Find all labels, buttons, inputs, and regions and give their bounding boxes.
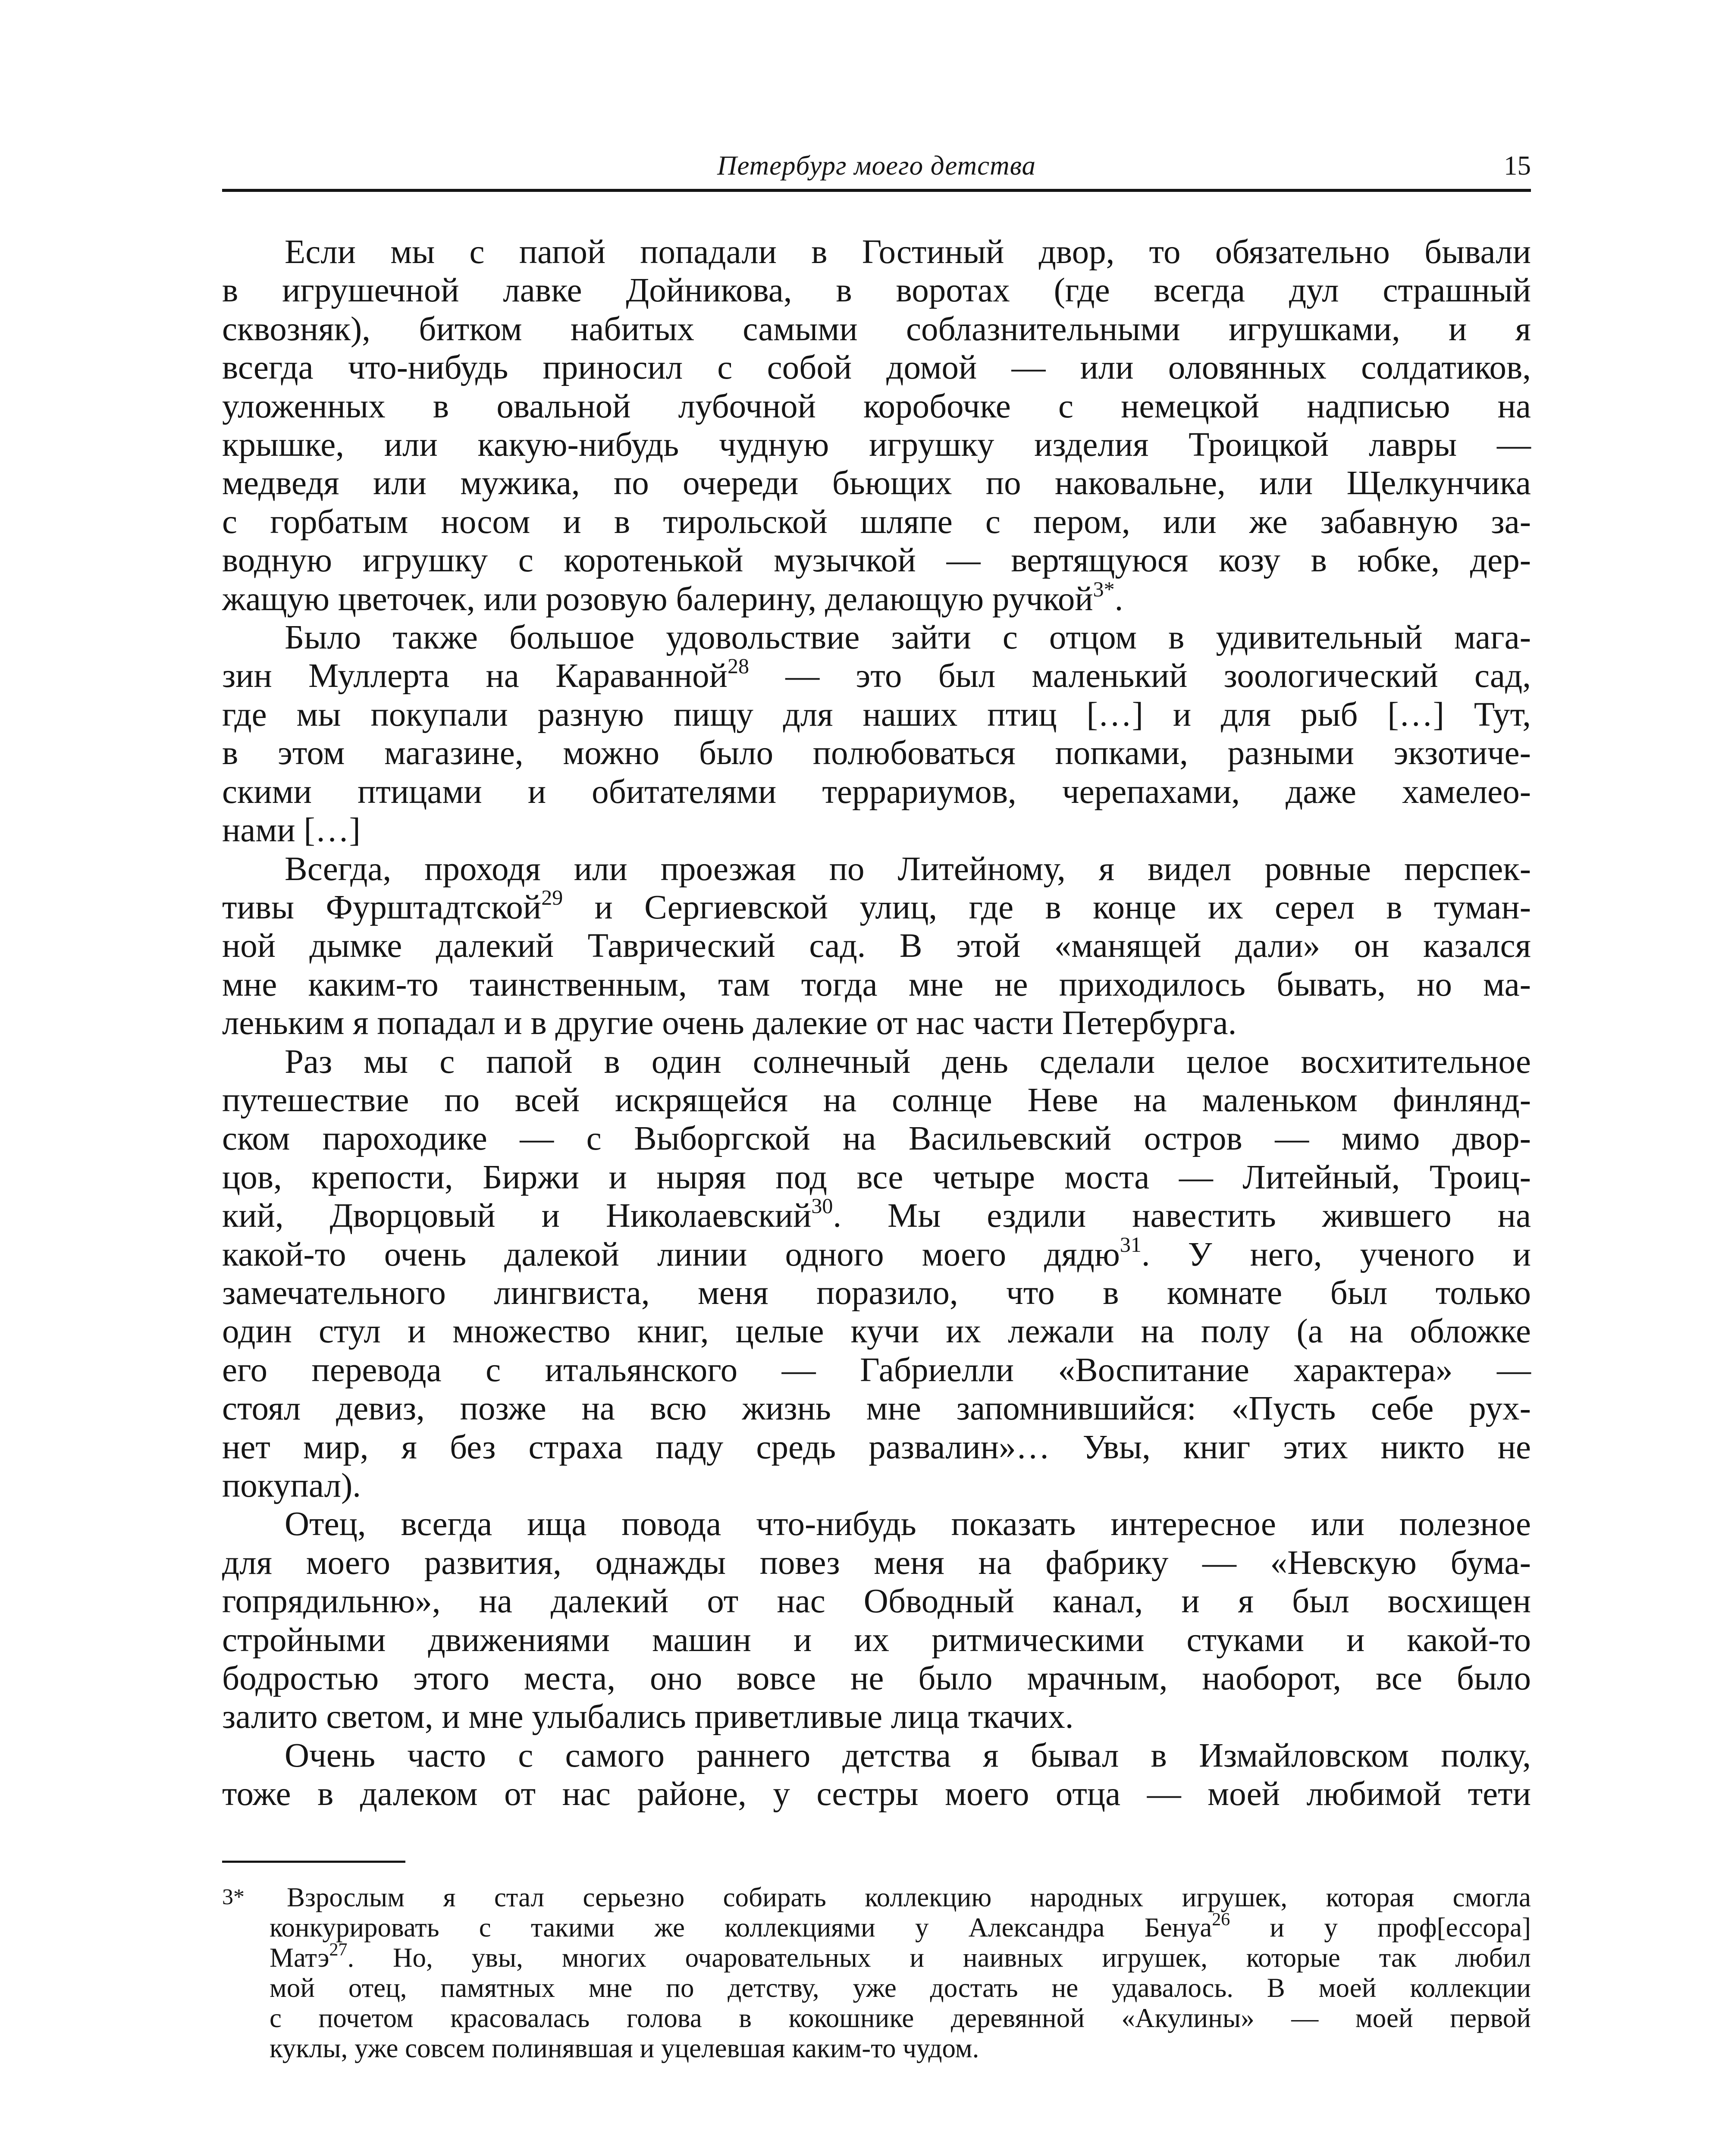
text-line: нами […] xyxy=(222,812,361,849)
text-line: Если мы с папой попадали в Гостиный двор, то обязательно бывали xyxy=(285,233,1531,271)
text-line: в игрушечной лавке Дойникова, в воротах (где всегда дул страшный xyxy=(222,272,1531,310)
text-fragment: — это был маленький зоологический сад, xyxy=(749,657,1531,695)
footnote-mark: 3* xyxy=(222,1885,245,1909)
text-line: один стул и множество книг, целые кучи их лежали на полу (а на обложке xyxy=(222,1313,1531,1351)
footnote-ref: 26 xyxy=(1212,1910,1230,1930)
text-line xyxy=(222,1232,1531,1274)
footnote-ref: 28 xyxy=(727,654,749,678)
text-line: всегда что-нибудь приносил с собой домой — или оловянных солдатиков, xyxy=(222,349,1531,387)
text-line: стройными движениями машин и их ритмическими стуками и какой-то xyxy=(222,1621,1531,1659)
footnote xyxy=(222,1882,1531,2063)
text-line: скими птицами и обитателями террариумов, черепахами, даже хамелео- xyxy=(222,773,1531,811)
text-line: для моего развития, однажды повез меня на фабрику — «Невскую бума- xyxy=(222,1544,1531,1582)
text-fragment: какой-то очень далекой линии одного моего дядю xyxy=(222,1235,1120,1273)
text-line: ском пароходике — с Выборгской на Васильевский остров — мимо двор- xyxy=(222,1120,1531,1158)
text-line: нет мир, я без страха паду средь развалин»… Увы, книг этих никто не xyxy=(222,1428,1531,1466)
text-line: сквозняк), битком набитых самыми соблазнительными игрушками, и я xyxy=(222,310,1531,348)
text-line: его перевода с итальянского — Габриелли «Воспитание характера» — xyxy=(222,1351,1531,1389)
text-line: Было также большое удовольствие зайти с отцом в удивительный мага- xyxy=(285,619,1531,657)
footnote-line: с почетом красовалась голова в кокошнике деревянной «Акулины» — моей первой xyxy=(270,2003,1531,2033)
footnote-line: мой отец, памятных мне по детству, уже достать не удавалось. В моей коллекции xyxy=(270,1973,1531,2003)
text-line: цов, крепости, Биржи и ныряя под все четыре моста — Литейный, Троиц- xyxy=(222,1158,1531,1196)
footnote-line: куклы, уже совсем полинявшая и уцелевшая каким-то чудом. xyxy=(270,2033,979,2063)
text-line: уложенных в овальной лубочной коробочке с немецкой надписью на xyxy=(222,387,1531,425)
text-line xyxy=(222,885,1531,927)
text-line: замечательного лингвиста, меня поразило, что в комнате был только xyxy=(222,1274,1531,1312)
footnote-line xyxy=(222,1912,1531,1943)
text-line: леньким я попадал и в другие очень далекие от нас части Петербурга. xyxy=(222,1004,1237,1042)
paragraph xyxy=(222,1736,1531,1814)
text-fragment: . Но, увы, многих очаровательных и наивных игрушек, которые так любил xyxy=(347,1943,1531,1973)
paragraph xyxy=(222,1043,1531,1505)
text-line: Раз мы с папой в один солнечный день сделали целое восхитительное xyxy=(285,1043,1531,1081)
paragraph xyxy=(222,1505,1531,1736)
text-fragment: зин Муллерта на Караванной xyxy=(222,657,728,695)
text-line: тоже в далеком от нас районе, у сестры моего отца — моей любимой тети xyxy=(222,1775,1531,1813)
text-line: Всегда, проходя или проезжая по Литейному, я видел ровные перспек- xyxy=(285,850,1531,888)
footnote-ref: 30 xyxy=(811,1194,833,1218)
main-text xyxy=(222,233,1531,1814)
text-fragment: и у проф[ессора] xyxy=(1230,1912,1531,1943)
footnote-ref: 29 xyxy=(541,885,563,909)
text-line: покупал). xyxy=(222,1467,361,1504)
paragraph xyxy=(222,618,1531,849)
text-fragment: жащую цветочек, или розовую балерину, делающую ручкой xyxy=(222,580,1093,618)
running-header xyxy=(222,142,1531,192)
text-line: ной дымке далекий Таврический сад. В этой «манящей дали» он казался xyxy=(222,927,1531,965)
text-fragment: конкурировать с такими же коллекциями у Александра Бенуа xyxy=(270,1912,1212,1943)
footnote-ref: 31 xyxy=(1120,1232,1142,1257)
text-line xyxy=(222,654,1531,695)
text-line: гопрядильню», на далекий от нас Обводный канал, и я был восхищен xyxy=(222,1583,1531,1620)
text-line: залито светом, и мне улыбались приветливые лица ткачих. xyxy=(222,1698,1074,1736)
text-line: крышке, или какую-нибудь чудную игрушку изделия Троицкой лавры — xyxy=(222,426,1531,464)
running-title: Петербург моего детства xyxy=(717,150,1036,181)
paragraph xyxy=(222,233,1531,618)
text-line: где мы покупали разную пищу для наших птиц […] и для рыб […] Тут, xyxy=(222,696,1531,733)
footnote-ref: 27 xyxy=(329,1940,348,1960)
footnote-line: Взрослым я стал серьезно собирать коллекцию народных игрушек, которая смогла xyxy=(287,1882,1531,1912)
text-fragment: . Мы ездили навестить жившего на xyxy=(833,1197,1531,1235)
text-fragment: кий, Дворцовый и Николаевский xyxy=(222,1197,812,1235)
text-line: бодростью этого места, оно вовсе не было мрачным, наоборот, все было xyxy=(222,1660,1531,1698)
text-line xyxy=(222,577,1531,618)
footnote-ref: 3* xyxy=(1093,577,1115,601)
paragraph xyxy=(222,850,1531,1043)
text-line: с горбатым носом и в тирольской шляпе с пером, или же забавную за- xyxy=(222,503,1531,541)
text-line xyxy=(222,1194,1531,1235)
text-fragment: тивы Фурштадтской xyxy=(222,888,542,926)
footnote-line xyxy=(222,1940,1531,1973)
text-fragment: и Сергиевской улиц, где в конце их серел в туман- xyxy=(563,888,1531,926)
text-line: путешествие по всей искрящейся на солнце Неве на маленьком финлянд- xyxy=(222,1081,1531,1119)
page-number: 15 xyxy=(1504,150,1531,181)
text-line: медведя или мужика, по очереди бьющих по наковальне, или Щелкунчика xyxy=(222,464,1531,502)
text-line: мне каким-то таинственным, там тогда мне не приходилось бывать, но ма- xyxy=(222,965,1531,1003)
text-fragment: . У него, ученого и xyxy=(1141,1235,1531,1273)
text-line: водную игрушку с коротенькой музычкой — вертящуюся козу в юбке, дер- xyxy=(222,542,1531,580)
text-fragment: Матэ xyxy=(270,1943,329,1973)
text-fragment: . xyxy=(1114,580,1123,618)
text-line: Отец, всегда ища повода что-нибудь показать интересное или полезное xyxy=(285,1505,1531,1543)
footnote-rule xyxy=(222,1861,405,1863)
text-line: Очень часто с самого раннего детства я бывал в Измайловском полку, xyxy=(285,1736,1531,1774)
text-line: стоял девиз, позже на всю жизнь мне запомнившийся: «Пусть себе рух- xyxy=(222,1390,1531,1428)
text-line: в этом магазине, можно было полюбоваться попками, разными экзотиче- xyxy=(222,734,1531,772)
